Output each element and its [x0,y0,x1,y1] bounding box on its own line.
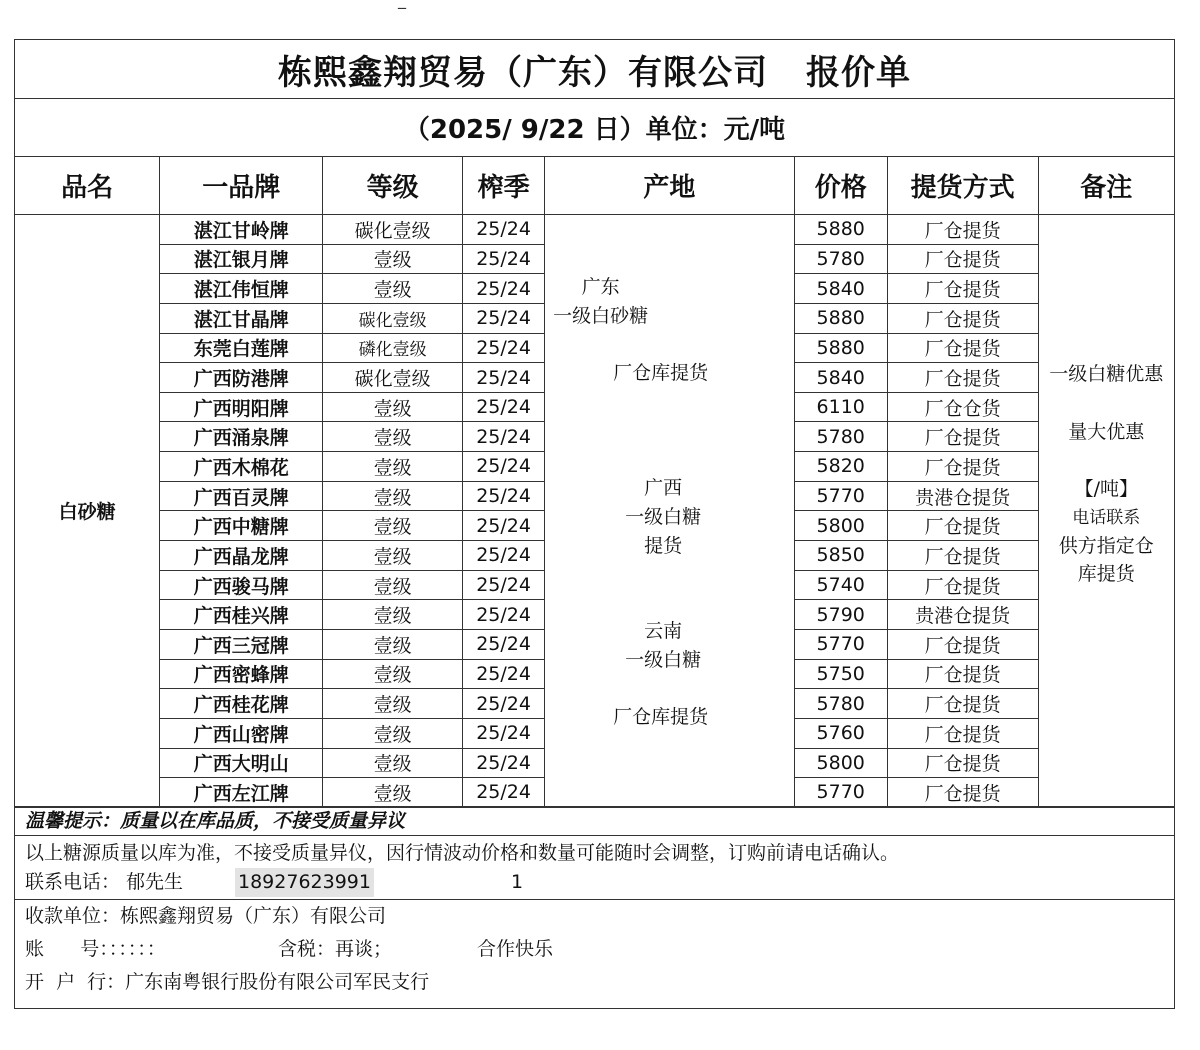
pickup-cell: 厂仓提货 [887,274,1038,304]
season-cell: 25/24 [463,333,545,363]
pickup-cell: 厂仓提货 [887,452,1038,482]
season-cell: 25/24 [463,778,545,808]
season-cell: 25/24 [463,659,545,689]
brand-cell: 东莞白莲牌 [160,333,323,363]
origin-yunnan [625,617,701,675]
price-cell: 5750 [794,659,887,689]
season-cell: 25/24 [463,600,545,630]
grade-cell: 碳化壹级 [323,363,463,393]
grade-cell: 壹级 [323,778,463,808]
account: 账 号：：：：：： [25,938,166,960]
price-cell: 5770 [794,778,887,808]
brand-cell: 湛江甘晶牌 [160,303,323,333]
brand-cell: 广西防港牌 [160,363,323,393]
grade-cell: 碳化壹级 [323,303,463,333]
grade-cell: 壹级 [323,570,463,600]
price-cell: 5760 [794,718,887,748]
tax-terms: 含税：再谈； [278,938,393,960]
price-cell: 5840 [794,363,887,393]
season-cell: 25/24 [463,748,545,778]
grade-cell: 壹级 [323,452,463,482]
date-unit-line: （2025/ 9/22 日）单位：元/吨 [15,98,1174,157]
grade-cell: 磷化壹级 [323,333,463,363]
brand-cell: 湛江银月牌 [160,244,323,274]
origin-line: 云南 [644,620,683,642]
brand-cell: 湛江甘岭牌 [160,215,323,245]
warm-tip: 温馨提示：质量以在库品质，不接受质量异议 [15,807,1174,836]
price-cell: 5800 [794,748,887,778]
contact-line [15,868,1174,900]
price-cell: 5880 [794,303,887,333]
brand-cell: 湛江伟恒牌 [160,274,323,304]
pickup-cell: 厂仓提货 [887,570,1038,600]
cooperation-text: 合作快乐 [477,938,554,960]
header-product: 品名 [15,156,160,215]
brand-cell: 广西大明山 [160,748,323,778]
price-cell: 5820 [794,452,887,482]
price-cell: 5780 [794,689,887,719]
grade-cell: 壹级 [323,422,463,452]
top-crop-fragment [0,0,1200,12]
origin-pickup-note: 厂仓库提货 [613,706,709,728]
origin-cell [545,215,795,808]
brand-cell: 广西涌泉牌 [160,422,323,452]
pickup-cell: 厂仓提货 [887,629,1038,659]
brand-cell: 广西山密牌 [160,718,323,748]
pickup-cell: 厂仓仓货 [887,392,1038,422]
origin-guangxi [625,474,701,561]
season-cell: 25/24 [463,363,545,393]
grade-cell: 壹级 [323,689,463,719]
grade-cell: 碳化壹级 [323,215,463,245]
brand-cell: 广西左江牌 [160,778,323,808]
footer [15,806,1174,999]
grade-cell: 壹级 [323,392,463,422]
pickup-cell: 厂仓提货 [887,541,1038,571]
brand-cell: 广西骏马牌 [160,570,323,600]
price-cell: 6110 [794,392,887,422]
header-grade: 等级 [323,156,463,215]
season-cell: 25/24 [463,511,545,541]
origin-guangdong [553,273,648,331]
origin-line: 一级白糖 [625,649,702,671]
note-line4: 电话联系 [1072,508,1141,528]
price-cell: 5770 [794,481,887,511]
contact-extra: 1 [511,871,524,893]
pickup-cell: 厂仓提货 [887,215,1038,245]
product-cell: 白砂糖 [15,215,160,808]
pickup-cell: 厂仓提货 [887,778,1038,808]
header-season: 榨季 [463,156,545,215]
grade-cell: 壹级 [323,541,463,571]
season-cell: 25/24 [463,718,545,748]
season-cell: 25/24 [463,422,545,452]
brand-cell: 广西桂花牌 [160,689,323,719]
origin-line: 广西 [644,477,683,499]
price-table [15,156,1174,808]
brand-cell: 广西桂兴牌 [160,600,323,630]
grade-cell: 壹级 [323,629,463,659]
grade-cell: 壹级 [323,244,463,274]
grade-cell: 壹级 [323,748,463,778]
pickup-cell: 厂仓提货 [887,363,1038,393]
price-cell: 5770 [794,629,887,659]
origin-pickup-note: 厂仓库提货 [613,362,709,384]
pickup-cell: 厂仓提货 [887,333,1038,363]
origin-line: 一级白砂糖 [553,305,649,327]
pickup-cell: 厂仓提货 [887,422,1038,452]
price-cell: 5880 [794,215,887,245]
note-line3: 【/吨】 [1074,478,1138,500]
note-line2: 量大优惠 [1068,421,1145,443]
pickup-cell: 贵港仓提货 [887,600,1038,630]
season-cell: 25/24 [463,481,545,511]
header-brand: 一品牌 [160,156,323,215]
price-cell: 5740 [794,570,887,600]
grade-cell: 壹级 [323,600,463,630]
season-cell: 25/24 [463,215,545,245]
quotation-sheet [14,39,1175,1009]
note-line5: 供方指定仓 [1058,535,1154,557]
season-cell: 25/24 [463,629,545,659]
payment-info [15,900,1174,999]
brand-cell: 广西木棉花 [160,452,323,482]
brand-cell: 广西明阳牌 [160,392,323,422]
season-cell: 25/24 [463,570,545,600]
season-cell: 25/24 [463,392,545,422]
contact-phone: 18927623991 [235,868,374,897]
price-cell: 5780 [794,244,887,274]
header-pickup: 提货方式 [887,156,1038,215]
season-cell: 25/24 [463,274,545,304]
payee: 收款单位：栋熙鑫翔贸易（广东）有限公司 [25,905,387,927]
pickup-cell: 厂仓提货 [887,659,1038,689]
pickup-cell: 厂仓提货 [887,689,1038,719]
season-cell: 25/24 [463,452,545,482]
note-cell [1038,215,1174,808]
season-cell: 25/24 [463,541,545,571]
grade-cell: 壹级 [323,481,463,511]
origin-line: 广东 [581,276,620,298]
price-cell: 5790 [794,600,887,630]
origin-line: 一级白糖 [625,506,702,528]
notice-text: 以上糖源质量以库为准，不接受质量异仪，因行情波动价格和数量可能随时会调整，订购前请电话确认。 [25,842,900,864]
grade-cell: 壹级 [323,511,463,541]
season-cell: 25/24 [463,244,545,274]
table-header-row [15,156,1174,215]
brand-cell: 广西三冠牌 [160,629,323,659]
document-title [15,40,1174,99]
pickup-cell: 厂仓提货 [887,303,1038,333]
note-line1: 一级白糖优惠 [1049,363,1164,385]
contact-label: 联系电话： 郁先生 [25,871,184,893]
grade-cell: 壹级 [323,274,463,304]
header-origin: 产地 [545,156,795,215]
pickup-cell: 厂仓提货 [887,718,1038,748]
note-line6: 库提货 [1077,563,1135,585]
price-cell: 5800 [794,511,887,541]
title-suffix: 报价单 [806,52,911,93]
pickup-cell: 厂仓提货 [887,244,1038,274]
header-note: 备注 [1038,156,1174,215]
table-row [15,215,1174,245]
brand-cell: 广西百灵牌 [160,481,323,511]
pickup-cell: 厂仓提货 [887,748,1038,778]
company-name: 栋熙鑫翔贸易（广东）有限公司 [278,52,768,93]
bank: 开 户 行：广东南粤银行股份有限公司军民支行 [25,971,430,993]
origin-line: 提货 [644,535,683,557]
brand-cell: 广西中糖牌 [160,511,323,541]
pickup-cell: 厂仓提货 [887,511,1038,541]
price-cell: 5780 [794,422,887,452]
season-cell: 25/24 [463,689,545,719]
pickup-cell: 贵港仓提货 [887,481,1038,511]
grade-cell: 壹级 [323,659,463,689]
price-cell: 5850 [794,541,887,571]
brand-cell: 广西晶龙牌 [160,541,323,571]
price-cell: 5840 [794,274,887,304]
brand-cell: 广西密蜂牌 [160,659,323,689]
header-price: 价格 [794,156,887,215]
season-cell: 25/24 [463,303,545,333]
grade-cell: 壹级 [323,718,463,748]
price-cell: 5880 [794,333,887,363]
